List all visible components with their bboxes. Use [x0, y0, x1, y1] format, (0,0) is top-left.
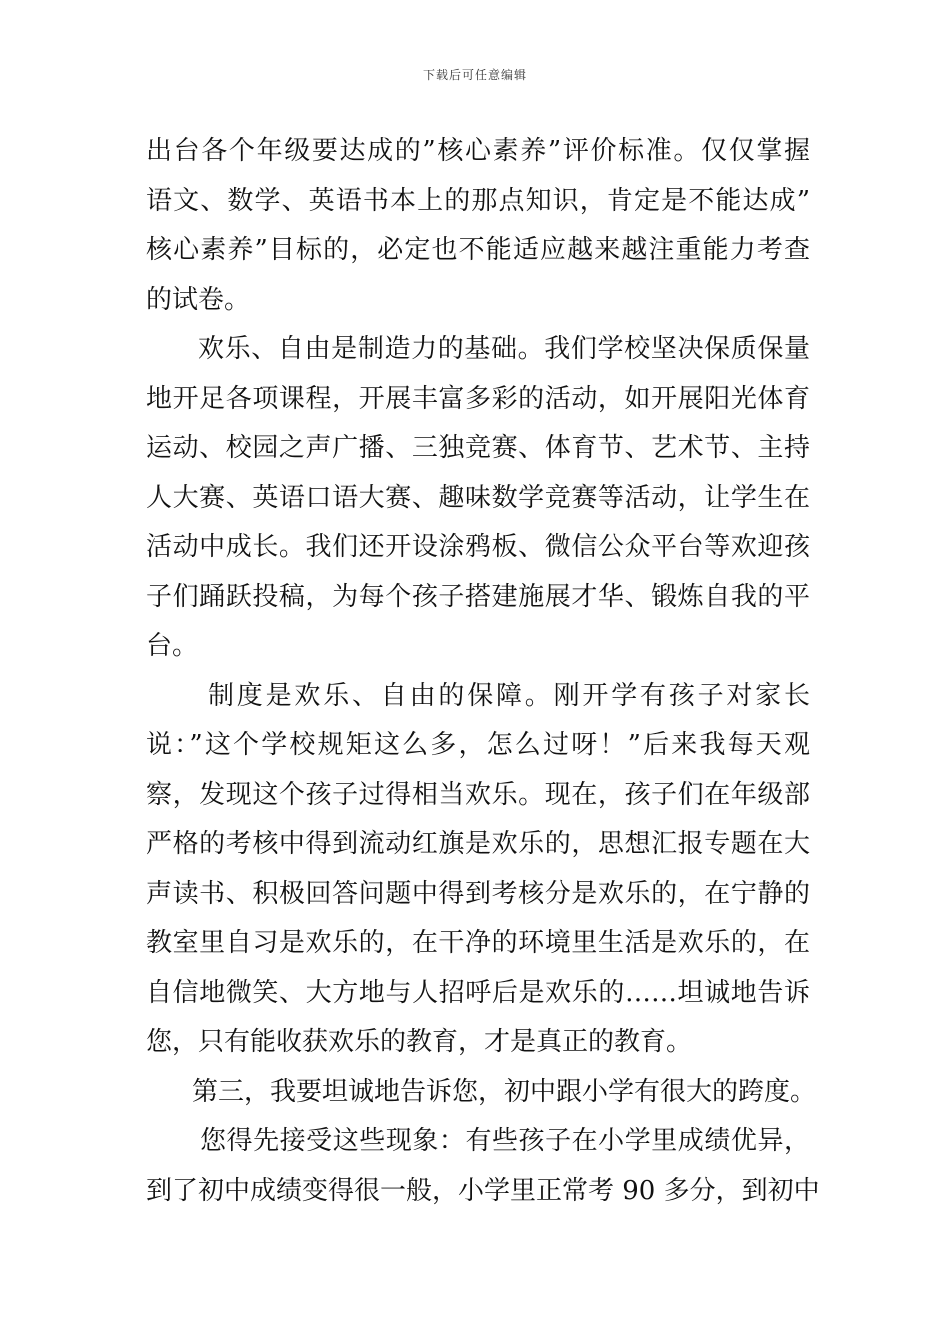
text-line: 地开足各项课程，开展丰富多彩的活动，如开展阳光体育 [146, 383, 810, 414]
paragraph-5 [146, 1117, 820, 1216]
text-line: 严格的考核中得到流动红旗是欢乐的，思想汇报专题在大 [146, 829, 810, 859]
text-line: 您得先接受这些现象：有些孩子在小学里成绩优异， [200, 1126, 810, 1156]
text-line: 的试卷。 [146, 284, 251, 315]
text-line: 您，只有能收获欢乐的教育，才是真正的教育。 [146, 1027, 693, 1057]
text-line: 语文、数学、英语书本上的那点知识，肯定是不能达成” [146, 185, 810, 216]
document-body [146, 127, 820, 1216]
text-line: 运动、校园之声广播、三独竞赛、体育节、艺术节、主持 [146, 433, 810, 463]
paragraph-3 [146, 672, 810, 1068]
text-line: 台。 [146, 631, 199, 661]
text-line: 自信地微笑、大方地与人招呼后是欢乐的……坦诚地告诉 [146, 977, 810, 1008]
text-line: 核心素养”目标的，必定也不能适应越来越注重能力考查 [146, 235, 810, 265]
text-line: 到了初中成绩变得很一般，小学里正常考 90 多分，到初中 [146, 1175, 820, 1206]
paragraph-2 [146, 325, 810, 672]
text-line: 教室里自习是欢乐的，在干净的环境里生活是欢乐的，在 [146, 928, 810, 958]
text-line: 活动中成长。我们还开设涂鸦板、微信公众平台等欢迎孩 [146, 532, 810, 562]
text-line: 出台各个年级要达成的”核心素养”评价标准。仅仅掌握 [146, 136, 810, 166]
text-line: 欢乐、自由是制造力的基础。我们学校坚决保质保量 [198, 334, 810, 364]
paragraph-4 [146, 1068, 817, 1118]
page-header: 下载后可任意编辑 [422, 68, 527, 82]
text-line: 人大赛、英语口语大赛、趣味数学竞赛等活动，让学生在 [146, 482, 810, 513]
text-line: 第三，我要坦诚地告诉您，初中跟小学有很大的跨度。 [192, 1076, 817, 1107]
text-line: 察，发现这个孩子过得相当欢乐。现在，孩子们在年级部 [146, 779, 810, 810]
text-line: 声读书、积极回答问题中得到考核分是欢乐的，在宁静的 [146, 878, 810, 909]
text-line: 制度是欢乐、自由的保障。刚开学有孩子对家长 [208, 680, 810, 711]
text-line: 说：”这个学校规矩这么多，怎么过呀！”后来我每天观 [146, 730, 810, 760]
text-line: 子们踊跃投稿，为每个孩子搭建施展才华、锻炼自我的平 [146, 581, 810, 612]
paragraph-1 [146, 127, 810, 325]
